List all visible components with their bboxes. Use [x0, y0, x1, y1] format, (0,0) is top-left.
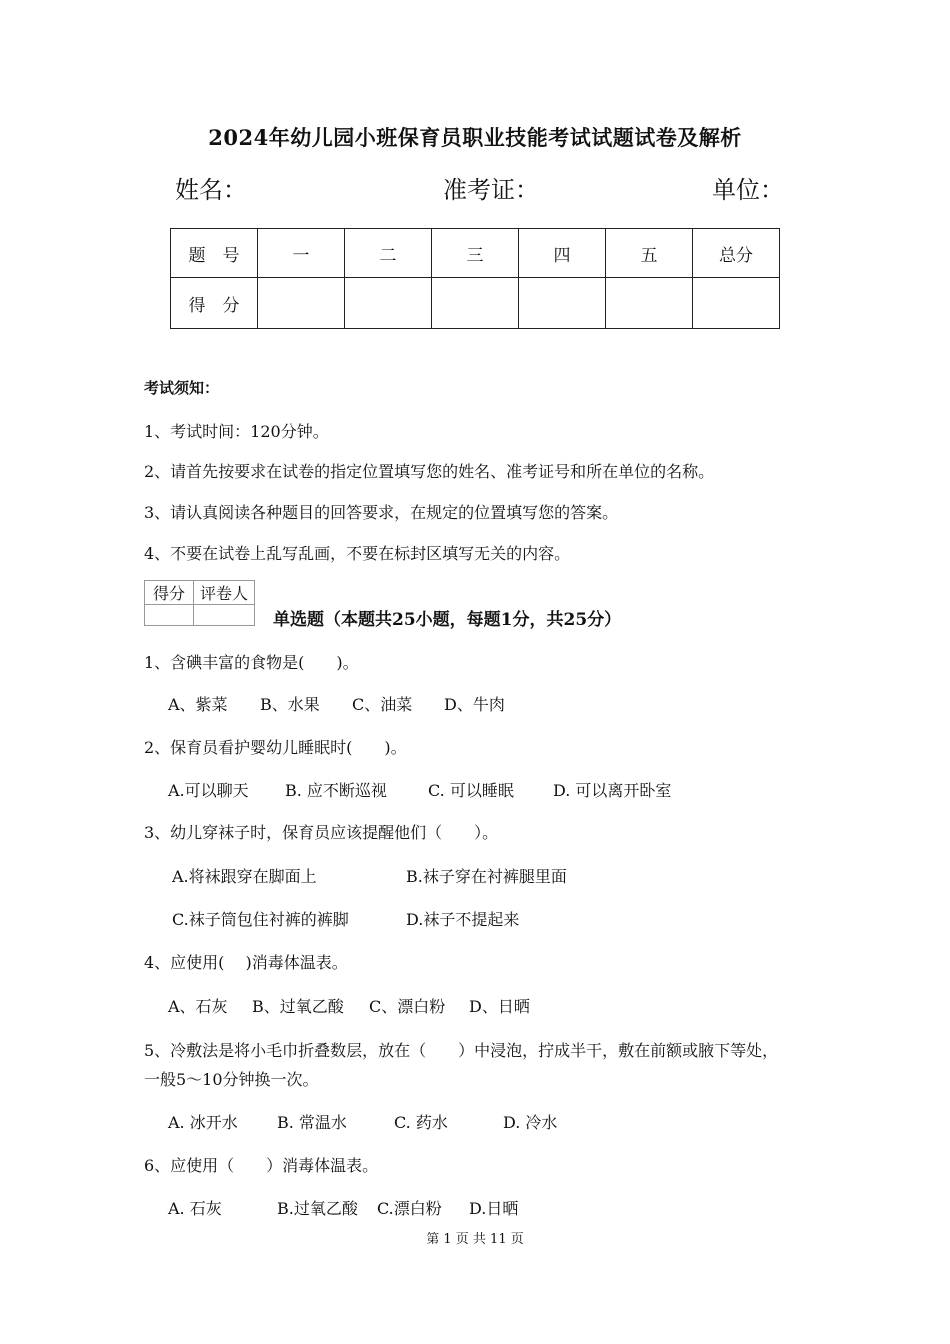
- score-cell[interactable]: [519, 278, 606, 329]
- row-label-cell: 得 分: [171, 278, 258, 329]
- notice-item: 4、不要在试卷上乱写乱画，不要在标封区填写无关的内容。: [144, 544, 571, 563]
- section-title: 单选题（本题共25小题，每题1分，共25分）: [273, 610, 622, 630]
- score-table-score-row: [171, 278, 780, 329]
- score-cell[interactable]: [345, 278, 432, 329]
- question-stem: 6、应使用（ ）消毒体温表。: [144, 1156, 379, 1175]
- exam-number-field-label: 准考证：: [443, 176, 539, 204]
- score-table-header-row: [171, 229, 780, 278]
- page-title: 2024年幼儿园小班保育员职业技能考试试题试卷及解析: [208, 125, 742, 150]
- grader-score-cell[interactable]: [145, 605, 194, 626]
- question-option: B、水果: [260, 695, 320, 714]
- question-option: B.袜子穿在衬裤腿里面: [406, 867, 567, 886]
- page-footer: 第 1 页 共 11 页: [426, 1232, 524, 1247]
- question-option: D.日晒: [469, 1199, 519, 1218]
- header-cell: 五: [606, 229, 693, 278]
- grader-reviewer-label: 评卷人: [194, 581, 255, 605]
- question-option: C.漂白粉: [377, 1199, 442, 1218]
- score-cell[interactable]: [693, 278, 780, 329]
- question-stem: 2、保育员看护婴幼儿睡眠时( )。: [144, 738, 407, 757]
- score-cell[interactable]: [258, 278, 345, 329]
- question-option: B. 应不断巡视: [285, 781, 387, 800]
- notice-item: 1、考试时间：120分钟。: [144, 422, 329, 441]
- question-option: D. 冷水: [503, 1113, 558, 1132]
- header-cell: 四: [519, 229, 606, 278]
- question-option: C. 可以睡眠: [428, 781, 514, 800]
- notice-item: 3、请认真阅读各种题目的回答要求，在规定的位置填写您的答案。: [144, 503, 619, 522]
- question-option: D.袜子不提起来: [406, 910, 520, 929]
- question-option: A. 冰开水: [168, 1113, 238, 1132]
- question-option: B. 常温水: [277, 1113, 347, 1132]
- score-cell[interactable]: [432, 278, 519, 329]
- question-stem-continuation: 一般5～10分钟换一次。: [144, 1070, 319, 1089]
- notice-heading: 考试须知：: [144, 379, 220, 397]
- question-stem: 4、应使用( )消毒体温表。: [144, 953, 348, 972]
- question-option: C. 药水: [394, 1113, 448, 1132]
- question-option: A、紫菜: [168, 695, 228, 714]
- grader-score-label: 得分: [145, 581, 194, 605]
- name-field-label: 姓名：: [175, 176, 247, 204]
- unit-field-label: 单位：: [712, 176, 784, 204]
- score-table: [170, 228, 780, 329]
- grader-reviewer-cell[interactable]: [194, 605, 255, 626]
- question-option: C、油菜: [352, 695, 413, 714]
- question-option: D、日晒: [469, 997, 530, 1016]
- question-option: D. 可以离开卧室: [553, 781, 672, 800]
- question-stem: 1、含碘丰富的食物是( )。: [144, 653, 359, 672]
- header-cell: 题 号: [171, 229, 258, 278]
- question-option: A.可以聊天: [168, 781, 249, 800]
- header-cell: 总分: [693, 229, 780, 278]
- question-option: C、漂白粉: [369, 997, 446, 1016]
- question-option: B.过氧乙酸: [277, 1199, 358, 1218]
- question-stem: 3、幼儿穿袜子时，保育员应该提醒他们（ ）。: [144, 823, 499, 842]
- grader-table: [144, 580, 255, 626]
- score-cell[interactable]: [606, 278, 693, 329]
- question-option: A.将袜跟穿在脚面上: [172, 867, 317, 886]
- notice-item: 2、请首先按要求在试卷的指定位置填写您的姓名、准考证号和所在单位的名称。: [144, 462, 715, 481]
- question-stem: 5、冷敷法是将小毛巾折叠数层，放在（ ）中浸泡，拧成半干，敷在前额或腋下等处，: [144, 1041, 779, 1060]
- header-cell: 一: [258, 229, 345, 278]
- question-option: A、石灰: [168, 997, 228, 1016]
- header-cell: 二: [345, 229, 432, 278]
- question-option: A. 石灰: [168, 1199, 222, 1218]
- question-option: B、过氧乙酸: [252, 997, 344, 1016]
- header-cell: 三: [432, 229, 519, 278]
- question-option: D、牛肉: [444, 695, 505, 714]
- question-option: C.袜子筒包住衬裤的裤脚: [172, 910, 349, 929]
